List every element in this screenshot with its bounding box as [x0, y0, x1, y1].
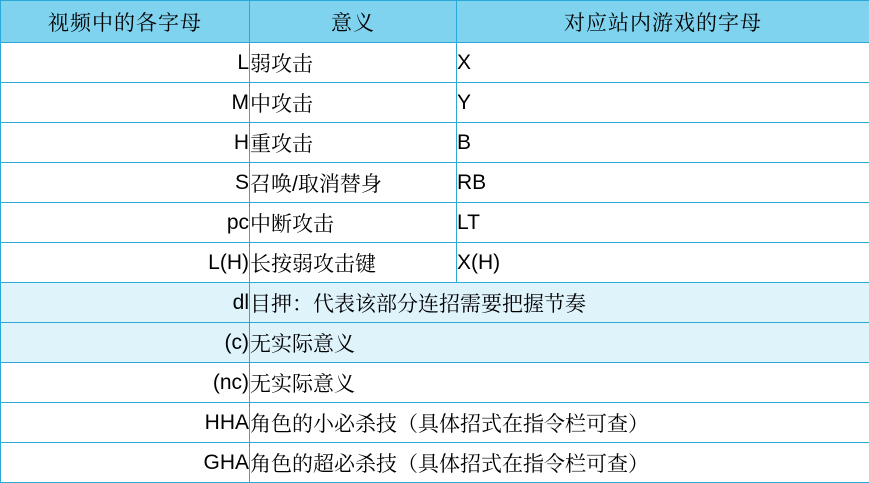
table-row: [1, 83, 869, 123]
table-row: [1, 163, 869, 203]
cell-code: (nc): [1, 363, 250, 403]
cell-meaning: 中断攻击: [250, 203, 457, 243]
cell-meaning: 召唤/取消替身: [250, 163, 457, 203]
cell-meaning: 长按弱攻击键: [250, 243, 457, 283]
cell-meaning: 中攻击: [250, 83, 457, 123]
table-row: [1, 363, 869, 403]
cell-code: pc: [1, 203, 250, 243]
cell-game-letter: Y: [457, 83, 869, 123]
cell-code: S: [1, 163, 250, 203]
cell-code: L: [1, 43, 250, 83]
cell-meaning: 弱攻击: [250, 43, 457, 83]
table-header-row: [1, 1, 869, 43]
cell-game-letter: X: [457, 43, 869, 83]
column-header-game-letters: 对应站内游戏的字母: [457, 1, 869, 43]
table-body: [1, 43, 869, 483]
column-header-meaning: 意义: [250, 1, 457, 43]
cell-code: (c): [1, 323, 250, 363]
cell-code: GHA: [1, 443, 250, 483]
cell-code: M: [1, 83, 250, 123]
cell-game-letter: X(H): [457, 243, 869, 283]
cell-code: dl: [1, 283, 250, 323]
cell-meaning: 角色的超必杀技（具体招式在指令栏可查）: [250, 443, 869, 483]
table-row: [1, 283, 869, 323]
table-row: [1, 243, 869, 283]
table-row: [1, 323, 869, 363]
cell-meaning: 无实际意义: [250, 363, 869, 403]
column-header-video-letters: 视频中的各字母: [1, 1, 250, 43]
table-row: [1, 403, 869, 443]
cell-game-letter: LT: [457, 203, 869, 243]
cell-code: HHA: [1, 403, 250, 443]
cell-game-letter: B: [457, 123, 869, 163]
table-row: [1, 123, 869, 163]
cell-meaning: 重攻击: [250, 123, 457, 163]
table-row: [1, 443, 869, 483]
table-row: [1, 203, 869, 243]
cell-code: L(H): [1, 243, 250, 283]
cell-code: H: [1, 123, 250, 163]
cell-meaning: 角色的小必杀技（具体招式在指令栏可查）: [250, 403, 869, 443]
cell-meaning: 目押：代表该部分连招需要把握节奏: [250, 283, 869, 323]
cell-meaning: 无实际意义: [250, 323, 869, 363]
cell-game-letter: RB: [457, 163, 869, 203]
table-row: [1, 43, 869, 83]
